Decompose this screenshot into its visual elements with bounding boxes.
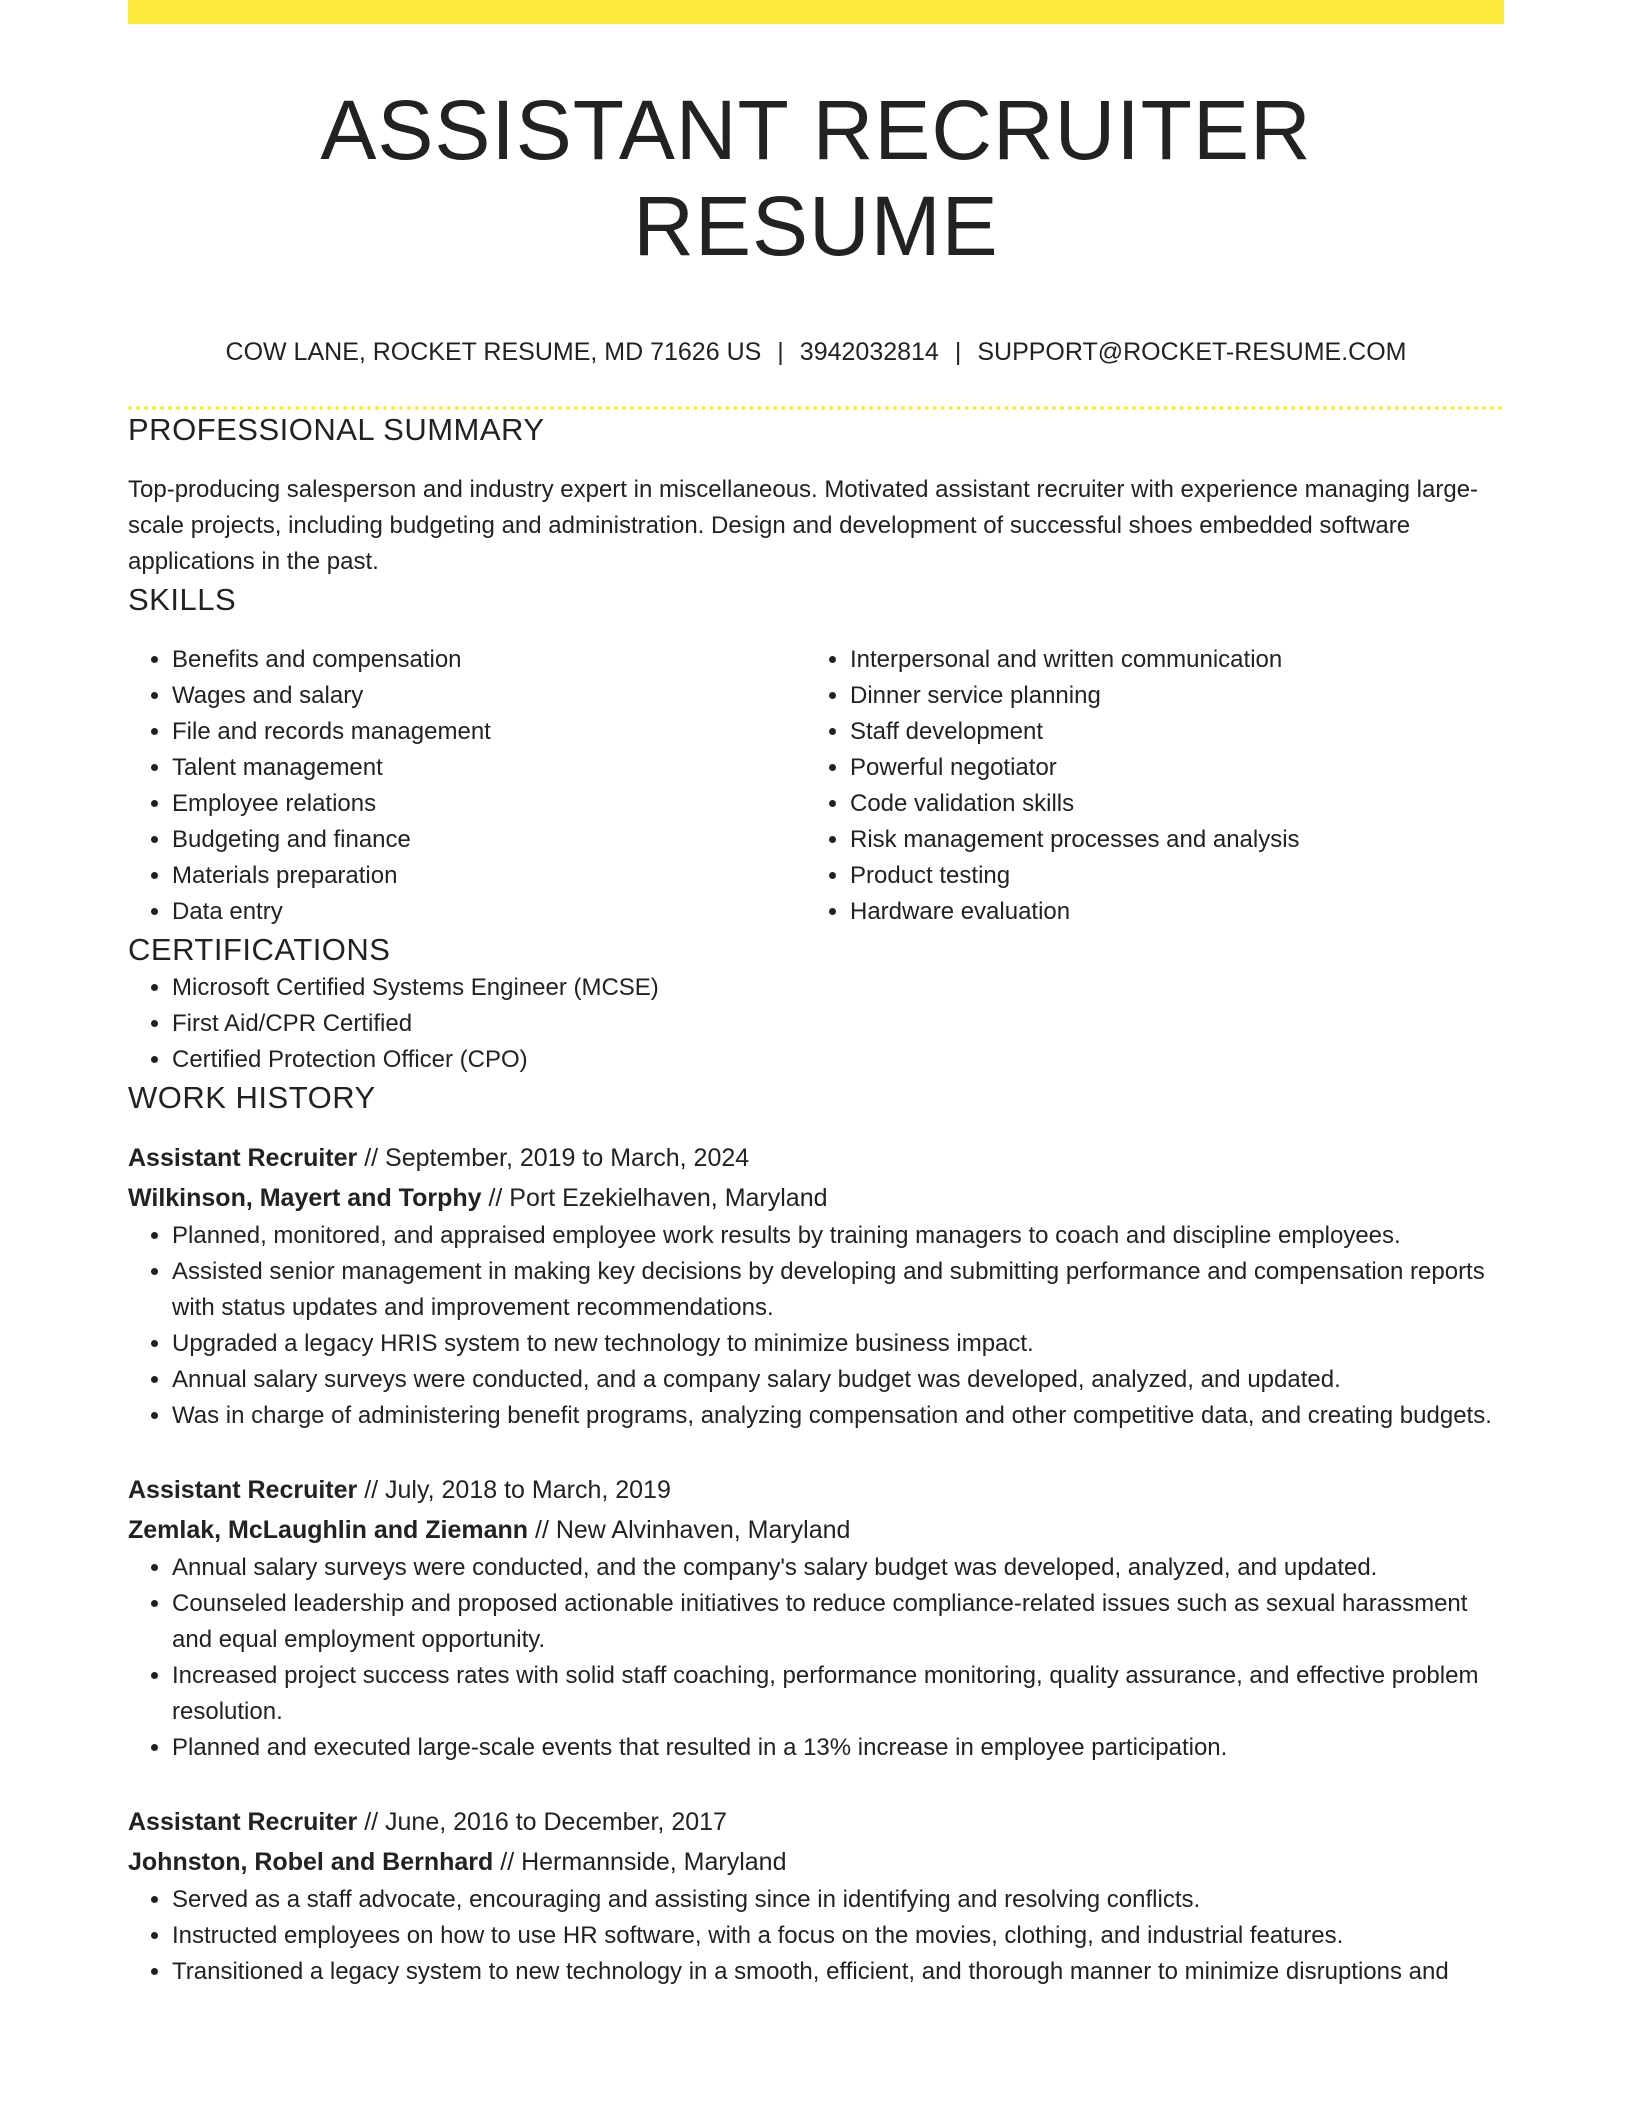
skill-item: • Benefits and compensation — [172, 642, 806, 678]
accent-top-bar — [128, 0, 1504, 24]
certification-item: • Microsoft Certified Systems Engineer (MCSE) — [172, 970, 1504, 1006]
job-role-line — [128, 1802, 1504, 1842]
job-dates: // September, 2019 to March, 2024 — [357, 1144, 750, 1172]
skill-item: • Wages and salary — [172, 678, 806, 714]
certification-item: • Certified Protection Officer (CPO) — [172, 1042, 1504, 1078]
skills-list-right — [806, 642, 1484, 930]
skills-column-left — [128, 642, 806, 930]
skill-item: • Materials preparation — [172, 858, 806, 894]
job-dates: // July, 2018 to March, 2019 — [357, 1476, 671, 1504]
job-bullet: • Assisted senior management in making key decisions by developing and submitting performance and compensation reports with status updates and improvement recommendations. — [172, 1254, 1504, 1326]
skill-item: • Interpersonal and written communication — [850, 642, 1484, 678]
job-company-line — [128, 1510, 1504, 1550]
skill-item: • Powerful negotiator — [850, 750, 1484, 786]
summary-heading: PROFESSIONAL SUMMARY — [128, 412, 545, 447]
job-role-line — [128, 1470, 1504, 1510]
contact-line — [128, 336, 1504, 368]
contact-phone: 3942032814 — [799, 338, 939, 366]
certification-item: • First Aid/CPR Certified — [172, 1006, 1504, 1042]
contact-email: SUPPORT@ROCKET-RESUME.COM — [977, 338, 1407, 366]
job-bullets — [128, 1882, 1504, 1990]
job-location: // Port Ezekielhaven, Maryland — [481, 1184, 828, 1212]
skills-grid — [128, 642, 1504, 930]
skill-item: • Employee relations — [172, 786, 806, 822]
job-location: // New Alvinhaven, Maryland — [528, 1516, 851, 1544]
job-bullets — [128, 1218, 1504, 1434]
job-role-line — [128, 1138, 1504, 1178]
resume-title: ASSISTANT RECRUITER RESUME — [320, 83, 1312, 273]
contact-separator: | — [777, 338, 784, 366]
resume-page — [128, 0, 1504, 1990]
job-bullet: • Annual salary surveys were conducted, and the company's salary budget was developed, analyzed, and updated. — [172, 1550, 1504, 1586]
work-history-heading: WORK HISTORY — [128, 1080, 376, 1115]
job-bullet: • Increased project success rates with solid staff coaching, performance monitoring, quality assurance, and effective problem resolution. — [172, 1658, 1504, 1730]
job-bullet: • Annual salary surveys were conducted, and a company salary budget was developed, analyzed, and updated. — [172, 1362, 1504, 1398]
job-location: // Hermannside, Maryland — [493, 1848, 787, 1876]
job-company: Zemlak, McLaughlin and Ziemann — [128, 1516, 529, 1544]
certifications-heading: CERTIFICATIONS — [128, 932, 391, 967]
job-entry — [128, 1802, 1504, 1990]
skills-column-right — [806, 642, 1484, 930]
skill-item: • Code validation skills — [850, 786, 1484, 822]
skills-list-left — [128, 642, 806, 930]
job-bullet: • Counseled leadership and proposed actionable initiatives to reduce compliance-related issues such as sexual harassment and equal employment opportunity. — [172, 1586, 1504, 1658]
skill-item: • Hardware evaluation — [850, 894, 1484, 930]
job-bullet: • Instructed employees on how to use HR software, with a focus on the movies, clothing, and industrial features. — [172, 1918, 1504, 1954]
job-entry — [128, 1138, 1504, 1434]
job-bullet: • Transitioned a legacy system to new technology in a smooth, efficient, and thorough manner to minimize disruptions and — [172, 1954, 1504, 1990]
job-entry — [128, 1470, 1504, 1766]
skill-item: • Talent management — [172, 750, 806, 786]
job-bullet: • Planned, monitored, and appraised employee work results by training managers to coach and discipline employees. — [172, 1218, 1504, 1254]
skills-heading: SKILLS — [128, 582, 237, 617]
skill-item: • Budgeting and finance — [172, 822, 806, 858]
job-company: Johnston, Robel and Bernhard — [128, 1848, 494, 1876]
job-bullet: • Was in charge of administering benefit programs, analyzing compensation and other competitive data, and creating budgets. — [172, 1398, 1504, 1434]
job-company-line — [128, 1178, 1504, 1218]
skill-item: • Staff development — [850, 714, 1484, 750]
job-dates: // June, 2016 to December, 2017 — [357, 1808, 727, 1836]
certifications-list — [128, 970, 1504, 1078]
job-role: Assistant Recruiter — [128, 1144, 358, 1172]
job-bullets — [128, 1550, 1504, 1766]
job-bullet: • Planned and executed large-scale events that resulted in a 13% increase in employee participation. — [172, 1730, 1504, 1766]
job-company: Wilkinson, Mayert and Torphy — [128, 1184, 482, 1212]
job-bullet: • Served as a staff advocate, encouraging and assisting since in identifying and resolving conflicts. — [172, 1882, 1504, 1918]
skill-item: • Dinner service planning — [850, 678, 1484, 714]
contact-separator: | — [954, 338, 962, 366]
job-bullet: • Upgraded a legacy HRIS system to new technology to minimize business impact. — [172, 1326, 1504, 1362]
skill-item: • Product testing — [850, 858, 1484, 894]
summary-text: Top-producing salesperson and industry expert in miscellaneous. Motivated assistant recruiter with experience managing large-scale projects, including budgeting and administration. Design and development of successful shoes embedded software applications in the past. — [128, 476, 1479, 575]
skill-item: • File and records management — [172, 714, 806, 750]
contact-address: COW LANE, ROCKET RESUME, MD 71626 US — [225, 338, 762, 366]
job-role: Assistant Recruiter — [128, 1808, 358, 1836]
job-company-line — [128, 1842, 1504, 1882]
job-role: Assistant Recruiter — [128, 1476, 358, 1504]
skill-item: • Data entry — [172, 894, 806, 930]
skill-item: • Risk management processes and analysis — [850, 822, 1484, 858]
